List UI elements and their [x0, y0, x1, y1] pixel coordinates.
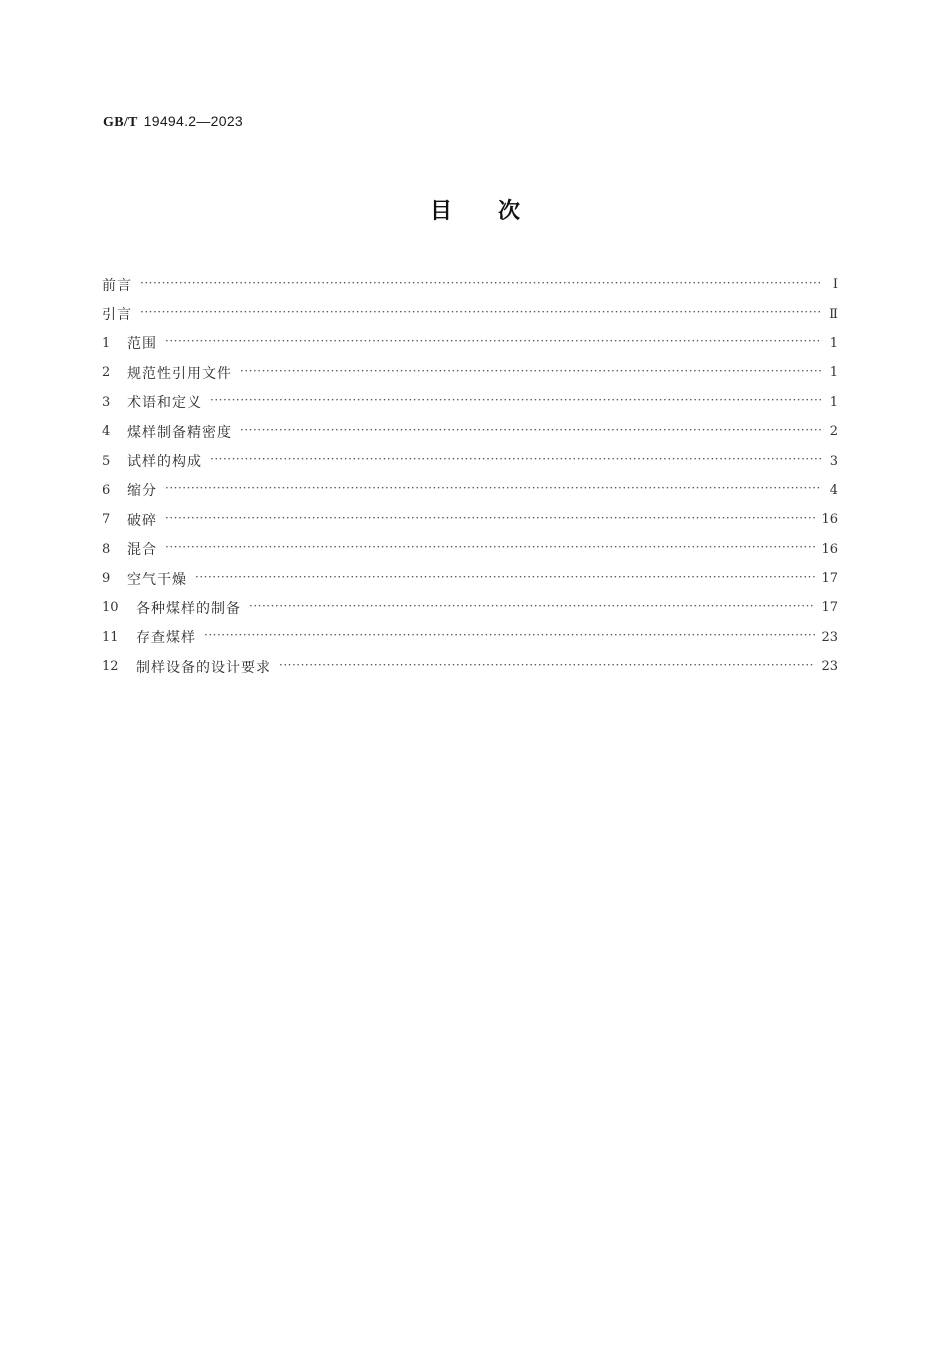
toc-number: 8	[102, 541, 111, 557]
toc-entry-7[interactable]	[102, 505, 838, 534]
page-title: 目次	[429, 199, 566, 224]
toc-label: 规范性引用文件	[127, 365, 232, 382]
toc-page: Ⅰ	[832, 277, 838, 293]
toc-label: 制样设备的设计要求	[136, 659, 271, 676]
toc-entry-10[interactable]	[102, 593, 838, 622]
toc-page: Ⅱ	[829, 306, 838, 322]
toc-number: 10	[102, 600, 119, 616]
toc-entry-12[interactable]	[102, 652, 838, 681]
toc-number: 11	[102, 629, 119, 645]
toc-page: 16	[821, 512, 838, 528]
toc-leader-dots	[165, 336, 822, 350]
toc-number: 6	[102, 482, 111, 498]
toc-number: 1	[102, 335, 111, 351]
toc-label: 前言	[102, 277, 132, 294]
toc-page: 2	[829, 424, 838, 440]
toc-leader-dots	[140, 278, 822, 292]
toc-label: 缩分	[127, 483, 157, 500]
toc-leader-dots	[210, 395, 822, 409]
toc-number: 5	[102, 453, 111, 469]
toc-page: 1	[829, 335, 838, 351]
toc-leader-dots	[195, 572, 815, 586]
toc-entry-foreword[interactable]	[102, 270, 838, 299]
toc-page: 17	[821, 571, 838, 587]
toc-label: 混合	[127, 542, 157, 559]
toc-leader-dots	[140, 307, 822, 321]
toc-label: 范围	[127, 336, 157, 353]
toc-leader-dots	[249, 601, 815, 615]
toc-page: 23	[821, 629, 838, 645]
toc-label: 术语和定义	[127, 395, 202, 412]
toc-entry-1[interactable]	[102, 329, 838, 358]
toc-page: 1	[829, 394, 838, 410]
standard-prefix: GB/T	[103, 115, 138, 130]
toc-page: 3	[829, 453, 838, 469]
standard-number: 19494.2—2023	[143, 113, 244, 129]
toc-entry-4[interactable]	[102, 417, 838, 446]
toc-leader-dots	[240, 366, 822, 380]
toc-label: 煤样制备精密度	[127, 424, 232, 441]
toc-entry-5[interactable]	[102, 446, 838, 475]
toc-number: 12	[102, 659, 119, 675]
toc-entry-6[interactable]	[102, 476, 838, 505]
toc-page: 17	[821, 600, 838, 616]
toc-entry-11[interactable]	[102, 623, 838, 652]
toc-number: 4	[102, 424, 111, 440]
standard-code	[103, 113, 243, 131]
toc-label: 破碎	[127, 512, 157, 529]
toc-label: 存查煤样	[136, 630, 196, 647]
toc-page: 1	[829, 365, 838, 381]
toc-number: 2	[102, 365, 111, 381]
toc-number: 3	[102, 394, 111, 410]
toc-page: 23	[821, 659, 838, 675]
toc-leader-dots	[279, 660, 815, 674]
toc-label: 试样的构成	[127, 454, 202, 471]
table-of-contents	[102, 270, 838, 681]
toc-label: 引言	[102, 307, 132, 324]
toc-label: 空气干燥	[127, 571, 187, 588]
toc-entry-introduction[interactable]	[102, 299, 838, 328]
toc-leader-dots	[165, 513, 815, 527]
toc-leader-dots	[240, 425, 822, 439]
toc-number: 7	[102, 512, 111, 528]
toc-leader-dots	[165, 483, 822, 497]
toc-page: 4	[829, 482, 838, 498]
toc-entry-3[interactable]	[102, 388, 838, 417]
toc-leader-dots	[210, 454, 822, 468]
toc-page: 16	[821, 541, 838, 557]
toc-label: 各种煤样的制备	[136, 600, 241, 617]
toc-entry-2[interactable]	[102, 358, 838, 387]
toc-entry-9[interactable]	[102, 564, 838, 593]
toc-number: 9	[102, 571, 111, 587]
toc-leader-dots	[204, 630, 815, 644]
toc-leader-dots	[165, 542, 815, 556]
toc-entry-8[interactable]	[102, 535, 838, 564]
